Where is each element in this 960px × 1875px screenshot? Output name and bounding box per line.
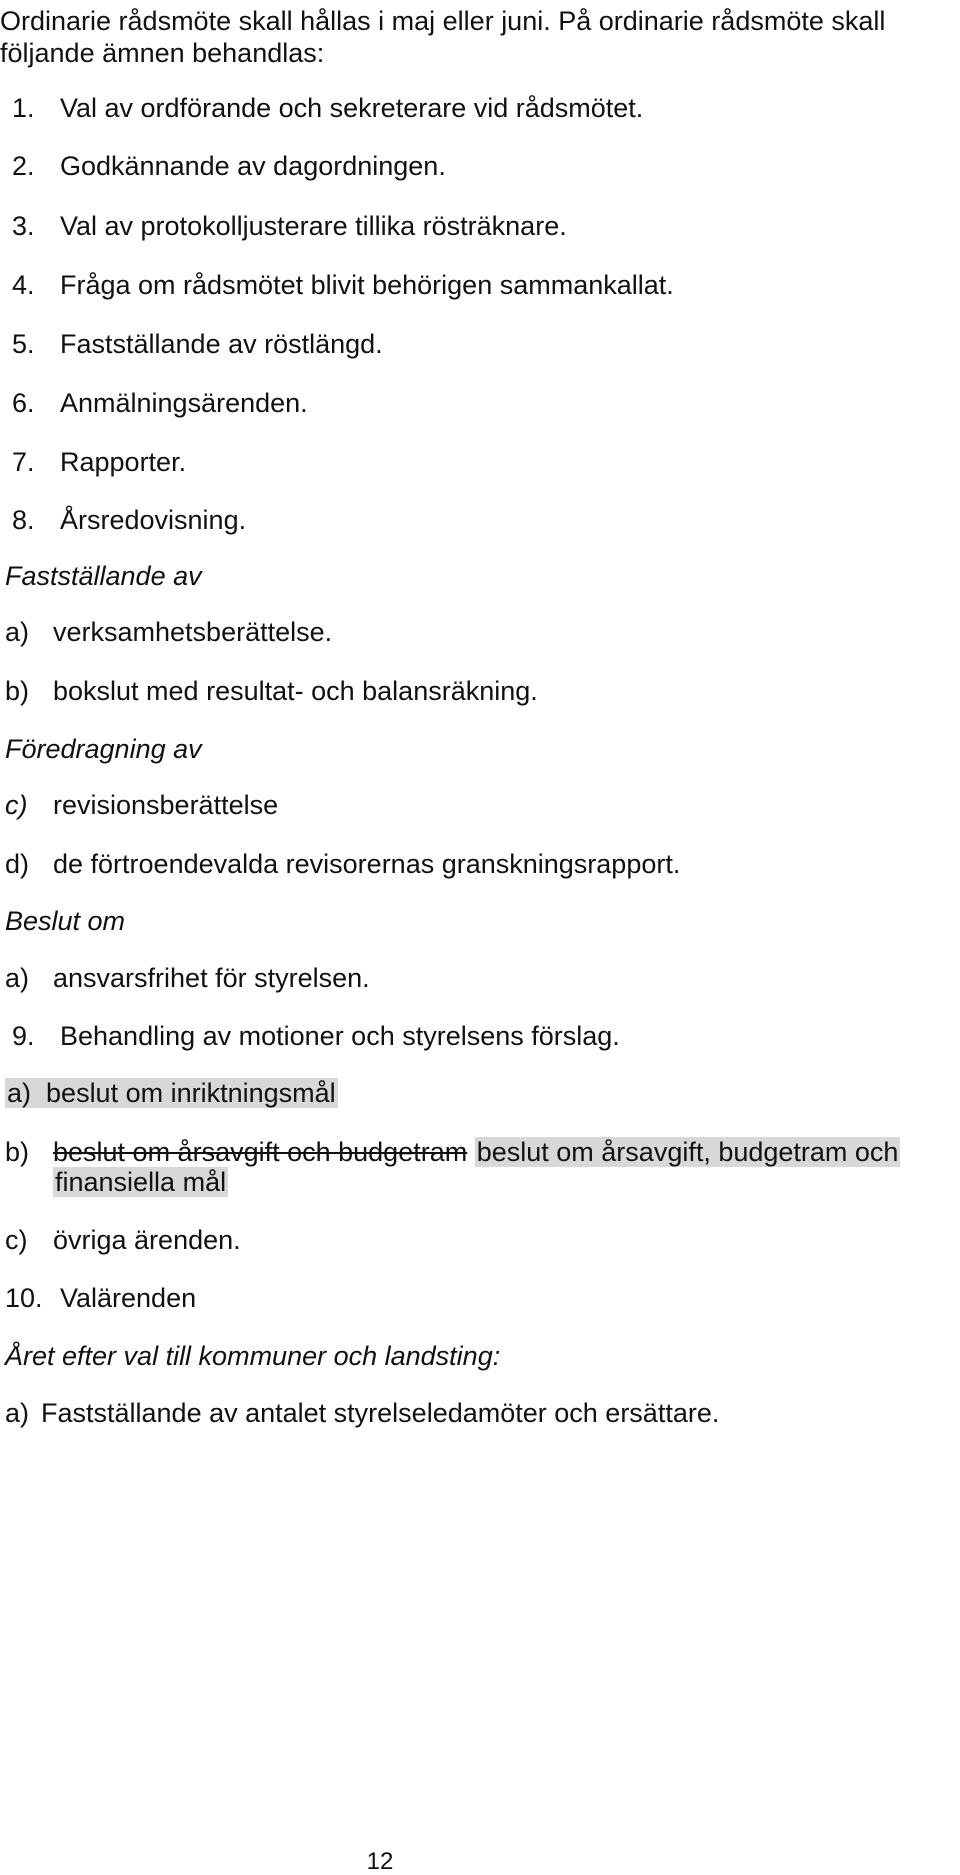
item-text: Årsredovisning. [60, 505, 247, 535]
struck-text: beslut om årsavgift och budgetram [53, 1137, 468, 1167]
subitem-b-bokslut [5, 678, 538, 705]
item-number: 9. [12, 1021, 35, 1051]
section-heading-aret-efter-val: Året efter val till kommuner och landsting: [5, 1341, 501, 1371]
subitem-marker: c) [5, 790, 28, 820]
item-number: 6. [12, 388, 35, 418]
section-heading-faststallande: Fastställande av [5, 561, 202, 591]
subitem-d-granskning [5, 851, 680, 878]
item-text: Val av ordförande och sekreterare vid rådsmötet. [60, 93, 644, 123]
agenda-item-8 [12, 507, 246, 534]
agenda-item-3 [12, 213, 567, 240]
subitem-marker: a) [7, 1078, 32, 1108]
agenda-item-7 [12, 449, 186, 476]
subitem-text: de förtroendevalda revisorernas granskningsrapport. [53, 849, 681, 879]
agenda-item-4 [12, 272, 674, 299]
agenda-item-1 [12, 95, 643, 122]
subitem-a-inriktningsmal [5, 1080, 338, 1107]
subitem-c-ovriga [5, 1227, 241, 1254]
item-number: 2. [12, 151, 35, 181]
highlighted-insertion: finansiella mål [55, 1167, 227, 1197]
page-number: 12 [366, 1848, 394, 1875]
section-heading-foredragning: Föredragning av [5, 734, 202, 764]
subitem-marker: b) [5, 1137, 30, 1167]
subitem-a-verksamhet [5, 619, 332, 646]
item-number: 4. [12, 270, 35, 300]
item-number: 8. [12, 505, 35, 535]
subitem-marker: b) [5, 676, 30, 706]
subitem-b-arsavgift [5, 1139, 900, 1166]
intro-line-1: Ordinarie rådsmöte skall hållas i maj eller juni. På ordinarie rådsmöte skall [0, 6, 886, 36]
item-text: Rapporter. [60, 447, 187, 477]
subitem-text: revisionsberättelse [53, 790, 279, 820]
subitem-a-faststallande-antal [5, 1400, 719, 1427]
agenda-item-6 [12, 390, 308, 417]
highlighted-insertion: beslut om årsavgift, budgetram och [476, 1137, 899, 1167]
subitem-marker: c) [5, 1225, 28, 1255]
intro-line-2: följande ämnen behandlas: [0, 38, 325, 68]
item-text: Godkännande av dagordningen. [60, 151, 446, 181]
subitem-text: övriga ärenden. [53, 1225, 241, 1255]
subitem-marker: a) [5, 617, 30, 647]
subitem-marker: d) [5, 849, 30, 879]
subitem-b-continuation [53, 1169, 228, 1196]
item-text: Valärenden [60, 1283, 197, 1313]
item-text: Fråga om rådsmötet blivit behörigen sammankallat. [60, 270, 674, 300]
subitem-text: verksamhetsberättelse. [53, 617, 333, 647]
agenda-item-9 [12, 1023, 620, 1050]
subitem-c-revision [5, 792, 278, 819]
subitem-text: bokslut med resultat- och balansräkning. [53, 676, 538, 706]
agenda-item-10 [5, 1285, 196, 1312]
subitem-marker: a) [5, 1398, 30, 1428]
item-text: Behandling av motioner och styrelsens förslag. [60, 1021, 620, 1051]
highlighted-insertion [5, 1078, 338, 1108]
item-number: 10. [5, 1283, 43, 1313]
item-text: Val av protokolljusterare tillika rösträknare. [60, 211, 567, 241]
subitem-text: beslut om inriktningsmål [46, 1078, 336, 1108]
section-heading-beslut: Beslut om [5, 906, 126, 936]
subitem-marker: a) [5, 963, 30, 993]
agenda-item-2 [12, 153, 446, 180]
item-number: 7. [12, 447, 35, 477]
agenda-item-5 [12, 331, 383, 358]
item-number: 5. [12, 329, 35, 359]
subitem-a-ansvarsfrihet [5, 965, 370, 992]
item-text: Fastställande av röstlängd. [60, 329, 383, 359]
item-number: 1. [12, 93, 35, 123]
subitem-text: ansvarsfrihet för styrelsen. [53, 963, 370, 993]
item-text: Anmälningsärenden. [60, 388, 308, 418]
item-number: 3. [12, 211, 35, 241]
subitem-text: Fastställande av antalet styrelseledamöter och ersättare. [41, 1398, 720, 1428]
